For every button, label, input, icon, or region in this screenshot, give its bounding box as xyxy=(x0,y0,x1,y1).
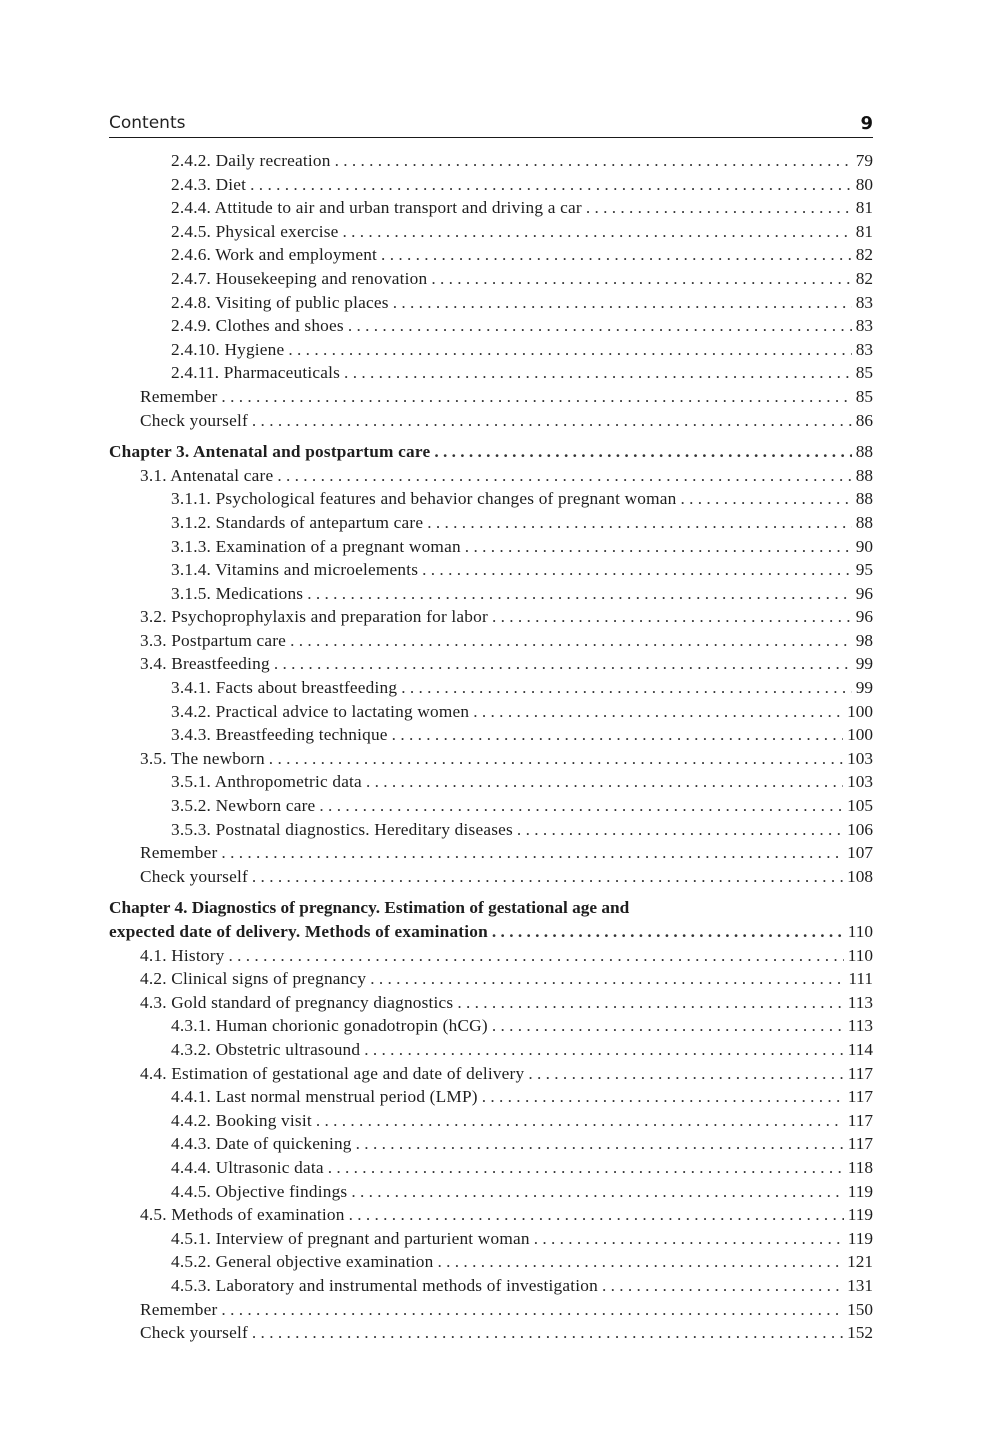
dot-leader xyxy=(328,1156,844,1180)
toc-entry xyxy=(109,243,873,267)
toc-entry xyxy=(109,385,873,409)
toc-chapter-entry xyxy=(109,440,873,464)
toc-entry-title: 2.4.4. Attitude to air and urban transport and driving a car xyxy=(171,198,582,218)
toc-chapter-entry xyxy=(109,920,873,944)
toc-entry-title: 4.4. Estimation of gestational age and date of delivery xyxy=(140,1063,525,1083)
toc-entry xyxy=(109,629,873,653)
toc-entry-title: 2.4.9. Clothes and shoes xyxy=(171,316,344,336)
toc-entry-page: 88 xyxy=(855,442,873,462)
toc-entry xyxy=(109,967,873,991)
toc-entry xyxy=(109,700,873,724)
dot-leader xyxy=(252,1321,843,1345)
toc-entry-title: 2.4.7. Housekeeping and renovation xyxy=(171,268,428,288)
toc-entry-page: 81 xyxy=(855,221,873,241)
toc-entry-title: 4.4.1. Last normal menstrual period (LMP) xyxy=(171,1087,478,1107)
toc-entry xyxy=(109,1085,873,1109)
toc-entry-title: 2.4.5. Physical exercise xyxy=(171,221,339,241)
toc-entry xyxy=(109,818,873,842)
dot-leader xyxy=(252,865,843,889)
toc-entry-title: 3.1.4. Vitamins and microelements xyxy=(171,560,419,580)
toc-entry-page: 150 xyxy=(847,1299,873,1319)
toc-entry xyxy=(109,409,873,433)
toc-entry-title: 3.3. Postpartum care xyxy=(140,630,287,650)
dot-leader xyxy=(528,1062,843,1086)
dot-leader xyxy=(492,1014,844,1038)
dot-leader xyxy=(431,267,851,291)
dot-leader xyxy=(348,314,852,338)
toc-entry xyxy=(109,944,873,968)
toc-entry xyxy=(109,1062,873,1086)
dot-leader xyxy=(473,700,843,724)
table-of-contents xyxy=(109,149,873,1345)
toc-entry-title: 2.4.8. Visiting of public places xyxy=(171,292,389,312)
toc-entry-page: 119 xyxy=(847,1228,873,1248)
dot-leader xyxy=(434,440,851,464)
toc-entry-page: 88 xyxy=(855,489,873,509)
toc-entry xyxy=(109,770,873,794)
toc-entry-page: 113 xyxy=(847,1016,873,1036)
toc-entry-title: 3.1.2. Standards of antepartum care xyxy=(171,512,424,532)
dot-leader xyxy=(229,944,844,968)
toc-entry xyxy=(109,1203,873,1227)
dot-leader xyxy=(290,629,852,653)
toc-entry xyxy=(109,464,873,488)
dot-leader xyxy=(349,1203,844,1227)
toc-entry xyxy=(109,558,873,582)
dot-leader xyxy=(316,1109,844,1133)
toc-entry-page: 117 xyxy=(847,1063,873,1083)
toc-entry-page: 117 xyxy=(847,1087,873,1107)
dot-leader xyxy=(356,1132,844,1156)
toc-entry-title: 3.1.5. Medications xyxy=(171,583,304,603)
dot-leader xyxy=(319,794,843,818)
toc-entry-title: 4.5.1. Interview of pregnant and parturient woman xyxy=(171,1228,530,1248)
toc-chapter-title-line: Chapter 4. Diagnostics of pregnancy. Estimation of gestational age and xyxy=(109,898,630,918)
toc-entry-page: 105 xyxy=(847,796,873,816)
toc-entry-page: 103 xyxy=(847,748,873,768)
dot-leader xyxy=(534,1227,844,1251)
dot-leader xyxy=(288,338,851,362)
toc-entry xyxy=(109,511,873,535)
toc-entry xyxy=(109,652,873,676)
toc-entry xyxy=(109,314,873,338)
toc-entry xyxy=(109,865,873,889)
toc-entry-title: 4.4.4. Ultrasonic data xyxy=(171,1157,324,1177)
toc-entry-page: 103 xyxy=(847,772,873,792)
dot-leader xyxy=(393,291,852,315)
dot-leader xyxy=(307,582,851,606)
toc-entry xyxy=(109,291,873,315)
toc-entry-page: 114 xyxy=(847,1039,873,1059)
page-number: 9 xyxy=(860,113,873,134)
toc-entry-title: 2.4.10. Hygiene xyxy=(171,339,285,359)
toc-entry xyxy=(109,1250,873,1274)
dot-leader xyxy=(221,1298,843,1322)
toc-entry-page: 100 xyxy=(847,701,873,721)
toc-entry-page: 99 xyxy=(855,678,873,698)
toc-entry-page: 111 xyxy=(848,969,873,989)
toc-entry-title: 2.4.3. Diet xyxy=(171,174,247,194)
toc-entry-title: 3.4.1. Facts about breastfeeding xyxy=(171,678,398,698)
toc-entry-page: 152 xyxy=(847,1323,873,1343)
toc-entry-page: 121 xyxy=(847,1252,873,1272)
dot-leader xyxy=(492,605,852,629)
toc-entry xyxy=(109,1038,873,1062)
toc-entry-title: 4.5.3. Laboratory and instrumental methods of investigation xyxy=(171,1275,598,1295)
toc-entry-title: Check yourself xyxy=(140,1323,248,1343)
toc-entry-title: 4.3.2. Obstetric ultrasound xyxy=(171,1039,361,1059)
toc-entry xyxy=(109,1298,873,1322)
toc-entry xyxy=(109,220,873,244)
dot-leader xyxy=(269,747,843,771)
toc-entry-page: 88 xyxy=(855,465,873,485)
toc-entry-page: 100 xyxy=(847,725,873,745)
toc-entry-title: 3.5.3. Postnatal diagnostics. Hereditary diseases xyxy=(171,819,513,839)
dot-leader xyxy=(586,196,852,220)
toc-entry-title: 3.4. Breastfeeding xyxy=(140,654,270,674)
toc-entry-title: 3.4.2. Practical advice to lactating women xyxy=(171,701,470,721)
toc-entry xyxy=(109,1321,873,1345)
toc-entry xyxy=(109,487,873,511)
toc-entry-page: 82 xyxy=(855,268,873,288)
toc-entry-title: 2.4.2. Daily recreation xyxy=(171,151,331,170)
toc-entry xyxy=(109,149,873,173)
running-header xyxy=(109,113,873,138)
toc-entry-page: 113 xyxy=(847,992,873,1012)
dot-leader xyxy=(392,723,843,747)
toc-entry-page: 131 xyxy=(847,1275,873,1295)
toc-entry-title: 4.5. Methods of examination xyxy=(140,1205,345,1225)
toc-entry-page: 98 xyxy=(855,630,873,650)
toc-entry xyxy=(109,1109,873,1133)
toc-entry xyxy=(109,338,873,362)
toc-entry-page: 118 xyxy=(847,1157,873,1177)
toc-entry xyxy=(109,676,873,700)
toc-entry-page: 99 xyxy=(855,654,873,674)
toc-entry-page: 85 xyxy=(855,386,873,406)
toc-entry-title: 4.3.1. Human chorionic gonadotropin (hCG) xyxy=(171,1016,488,1036)
toc-entry-title: 3.1.3. Examination of a pregnant woman xyxy=(171,536,461,556)
toc-entry-title: 3.1. Antenatal care xyxy=(140,465,274,485)
toc-entry-page: 82 xyxy=(855,245,873,265)
toc-entry-page: 88 xyxy=(855,512,873,532)
toc-entry-page: 81 xyxy=(855,198,873,218)
toc-entry-title: Remember xyxy=(140,843,218,863)
dot-leader xyxy=(457,991,843,1015)
toc-entry xyxy=(109,361,873,385)
dot-leader xyxy=(438,1250,844,1274)
dot-leader xyxy=(351,1180,843,1204)
toc-entry-title: 3.5. The newborn xyxy=(140,748,265,768)
toc-entry xyxy=(109,582,873,606)
toc-entry-page: 96 xyxy=(855,607,873,627)
toc-entry-title: Chapter 3. Antenatal and postpartum care xyxy=(109,442,431,462)
toc-entry-title: 3.4.3. Breastfeeding technique xyxy=(171,725,388,745)
toc-entry-page: 83 xyxy=(855,292,873,312)
toc-entry-title: 4.4.2. Booking visit xyxy=(171,1110,312,1130)
toc-entry xyxy=(109,747,873,771)
dot-leader xyxy=(422,558,852,582)
dot-leader xyxy=(366,770,843,794)
toc-entry-title: 2.4.11. Pharmaceuticals xyxy=(171,363,341,383)
dot-leader xyxy=(427,511,852,535)
toc-entry-page: 90 xyxy=(855,536,873,556)
dot-leader xyxy=(482,1085,844,1109)
toc-entry-page: 107 xyxy=(847,843,873,863)
toc-entry xyxy=(109,723,873,747)
dot-leader xyxy=(335,149,852,173)
toc-entry xyxy=(109,1274,873,1298)
toc-entry xyxy=(109,1156,873,1180)
dot-leader xyxy=(250,173,852,197)
toc-entry xyxy=(109,991,873,1015)
toc-entry-title: Remember xyxy=(140,386,218,406)
toc-entry-page: 83 xyxy=(855,339,873,359)
toc-entry-title: 4.1. History xyxy=(140,945,225,965)
dot-leader xyxy=(370,967,844,991)
toc-entry xyxy=(109,1014,873,1038)
toc-entry-title: 4.4.3. Date of quickening xyxy=(171,1134,352,1154)
dot-leader xyxy=(364,1038,843,1062)
dot-leader xyxy=(517,818,843,842)
toc-entry-page: 119 xyxy=(847,1181,873,1201)
toc-entry-page: 110 xyxy=(847,945,873,965)
toc-entry-page: 108 xyxy=(847,866,873,886)
dot-leader xyxy=(401,676,852,700)
toc-entry xyxy=(109,173,873,197)
dot-leader xyxy=(343,220,852,244)
toc-entry-page: 110 xyxy=(847,922,873,941)
toc-entry-page: 80 xyxy=(855,174,873,194)
toc-entry-title: 4.5.2. General objective examination xyxy=(171,1252,434,1272)
toc-entry-page: 96 xyxy=(855,583,873,603)
running-header-title: Contents xyxy=(109,113,186,133)
toc-entry-page: 106 xyxy=(847,819,873,839)
toc-entry-page: 83 xyxy=(855,316,873,336)
toc-entry xyxy=(109,267,873,291)
toc-entry-title: 3.2. Psychoprophylaxis and preparation for labor xyxy=(140,607,488,627)
toc-entry xyxy=(109,1180,873,1204)
dot-leader xyxy=(344,361,852,385)
dot-leader xyxy=(680,487,851,511)
dot-leader xyxy=(381,243,852,267)
toc-entry-page: 95 xyxy=(855,560,873,580)
toc-entry xyxy=(109,794,873,818)
toc-entry-title: expected date of delivery. Methods of examination xyxy=(109,922,488,941)
toc-entry xyxy=(109,196,873,220)
dot-leader xyxy=(274,652,852,676)
toc-entry xyxy=(109,841,873,865)
toc-entry-page: 79 xyxy=(855,151,873,170)
toc-entry-title: Check yourself xyxy=(140,410,248,430)
toc-entry-page: 117 xyxy=(847,1110,873,1130)
toc-entry-title: 3.5.2. Newborn care xyxy=(171,796,316,816)
dot-leader xyxy=(602,1274,843,1298)
toc-entry xyxy=(109,535,873,559)
toc-entry-title: 4.2. Clinical signs of pregnancy xyxy=(140,969,367,989)
dot-leader xyxy=(221,841,843,865)
dot-leader xyxy=(465,535,852,559)
toc-entry-title: 4.4.5. Objective findings xyxy=(171,1181,348,1201)
toc-entry-title: 4.3. Gold standard of pregnancy diagnostics xyxy=(140,992,454,1012)
toc-entry-title: Remember xyxy=(140,1299,218,1319)
toc-entry xyxy=(109,1132,873,1156)
toc-entry-title: 2.4.6. Work and employment xyxy=(171,245,378,265)
toc-entry xyxy=(109,605,873,629)
toc-entry-page: 86 xyxy=(855,410,873,430)
dot-leader xyxy=(252,409,852,433)
dot-leader xyxy=(221,385,851,409)
dot-leader xyxy=(277,464,851,488)
toc-entry-page: 85 xyxy=(855,363,873,383)
dot-leader xyxy=(492,920,844,944)
toc-entry-title: 3.1.1. Psychological features and behavior changes of pregnant woman xyxy=(171,489,677,509)
toc-entry-page: 117 xyxy=(847,1134,873,1154)
toc-entry-title: Check yourself xyxy=(140,866,248,886)
toc-entry-title: 3.5.1. Anthropometric data xyxy=(171,772,362,792)
toc-entry xyxy=(109,1227,873,1251)
toc-entry-page: 119 xyxy=(847,1205,873,1225)
